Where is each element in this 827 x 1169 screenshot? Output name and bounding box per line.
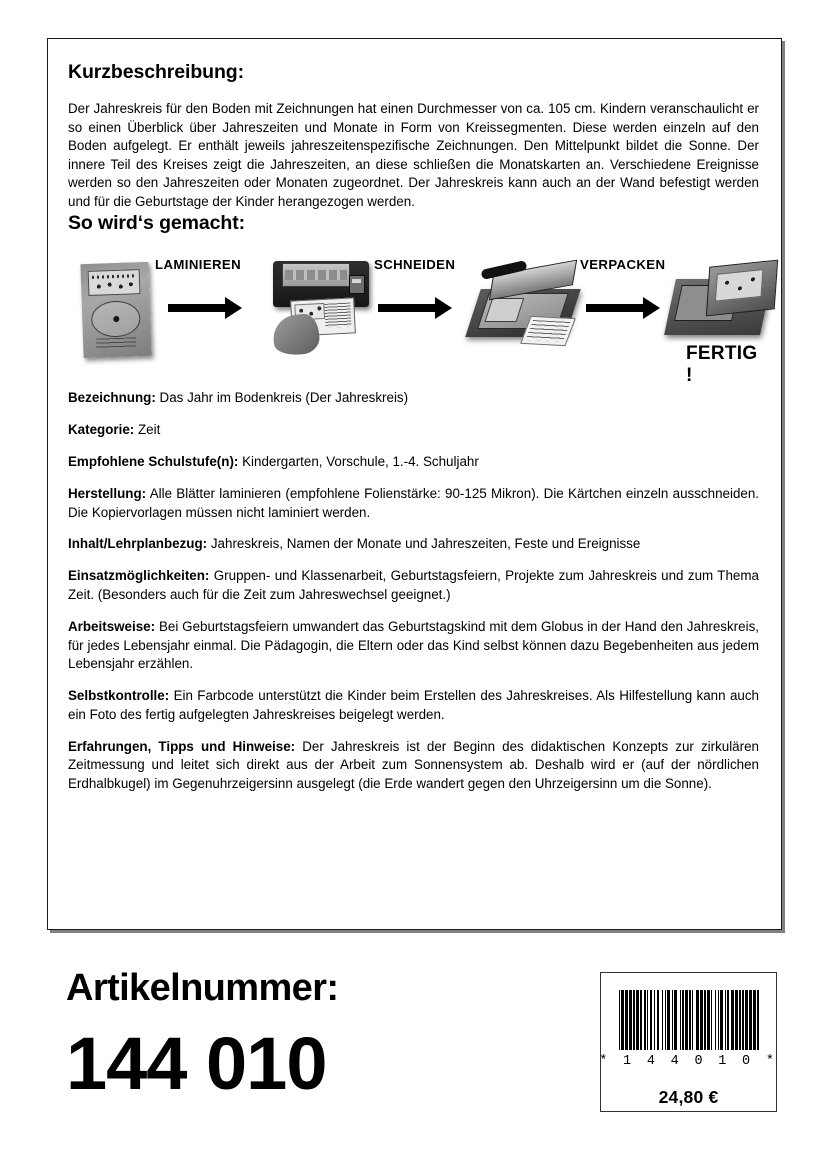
how-its-made-heading: So wird‘s gemacht: xyxy=(68,211,245,234)
article-number-block xyxy=(66,966,338,1104)
spec-label: Selbstkontrolle: xyxy=(68,688,170,704)
spec-label: Arbeitsweise: xyxy=(68,619,156,635)
spec-row-arbeitsweise xyxy=(68,618,761,674)
process-step-label-3: VERPACKEN xyxy=(580,256,666,272)
spec-label: Empfohlene Schulstufe(n): xyxy=(68,453,239,469)
spec-label: Einsatzmöglichkeiten: xyxy=(68,568,210,584)
arrow-right-icon-2 xyxy=(378,297,452,319)
spec-row-erfahrungen xyxy=(68,738,761,794)
specification-list xyxy=(68,389,761,794)
arrow-right-icon-3 xyxy=(586,297,660,319)
spec-value: Das Jahr im Bodenkreis (Der Jahreskreis) xyxy=(159,389,409,405)
spec-row-inhalt xyxy=(68,535,761,554)
paper-cutter-photo xyxy=(473,263,583,355)
description-paragraph: Der Jahreskreis für den Boden mit Zeichnungen hat einen Durchmesser von ca. 105 cm. Kindern veranschaulicht er so einen Überblick über Jahreszeiten und Monate in Form von Kreissegmenten. Diese werden einzeln auf den Boden aufgelegt. Er enthält jeweils jahreszeitenspezifische Zeichnungen. Den Mittelpunkt bildet die Sonne. Der innere Teil des Kreises zeigt die Jahreszeiten, an diese schließen die Monatskarten an. Verschiedene Ereignisse werden so den Jahreszeiten oder Monaten zugeordnet. Der Jahreskreis kann auch an der Wand befestigt werden und für die Geburtstage der Kinder herangezogen werden. xyxy=(68,101,759,209)
printed-sheet-photo xyxy=(80,261,151,357)
article-number-label: Artikelnummer: xyxy=(66,967,339,1009)
barcode-card xyxy=(600,972,777,1112)
laminator-photo xyxy=(273,257,369,357)
spec-row-kategorie xyxy=(68,421,761,440)
spec-value: Alle Blätter laminieren (empfohlene Folienstärke: 90-125 Mikron). Die Kärtchen einzeln ausschneiden. Die Kopiervorlagen müssen nicht laminiert werden. xyxy=(68,485,760,520)
spec-value: Jahreskreis, Namen der Monate und Jahreszeiten, Feste und Ereignisse xyxy=(210,536,641,552)
spec-row-bezeichnung xyxy=(68,389,761,408)
spec-row-schulstufen xyxy=(68,453,761,472)
spec-row-herstellung xyxy=(68,485,761,522)
barcode-digits: * 1 4 4 0 1 0 * xyxy=(599,1054,778,1069)
barcode-image xyxy=(619,990,759,1050)
spec-row-selbstkontrolle xyxy=(68,687,761,724)
price-label: 24,80 € xyxy=(658,1087,719,1107)
packed-boxes-photo xyxy=(668,257,780,343)
spec-label: Kategorie: xyxy=(68,421,135,437)
spec-value: Zeit xyxy=(137,421,161,437)
spec-label: Bezeichnung: xyxy=(68,389,156,405)
spec-value: Bei Geburtstagsfeiern umwandert das Geburtstagskind mit dem Globus in der Hand den Jahreskreis, für jedes Lebensjahr einmal. Die Pädagogin, die Eltern oder das Kind selbst können dazu Begebenheiten aus jedem Lebensjahr erzählen. xyxy=(68,619,759,672)
process-step-label-2: SCHNEIDEN xyxy=(374,256,456,272)
article-number-value: 144 010 xyxy=(66,1022,327,1105)
process-diagram xyxy=(68,251,761,386)
product-info-panel xyxy=(47,38,782,930)
spec-value: Der Jahreskreis ist der Beginn des didaktischen Konzepts zur zirkulären Zeitmessung und leitet sich direkt aus der Arbeit zum Sonnensystem ab. Deshalb wird er (auf der nördlichen Erdhalbkugel) im Gegenuhrzeigersinn ausgelegt (die Erde wandert gegen den Uhrzeigersinn um die Sonne). xyxy=(68,738,759,791)
spec-value: Ein Farbcode unterstützt die Kinder beim Erstellen des Jahreskreises. Als Hilfestellung kann auch ein Foto des fertig aufgelegten Jahreskreises beigelegt werden. xyxy=(68,688,759,722)
spec-label: Herstellung: xyxy=(68,485,147,501)
arrow-right-icon-1 xyxy=(168,297,242,319)
spec-row-einsatzmoeglichkeiten xyxy=(68,567,761,604)
process-step-label-1: LAMINIEREN xyxy=(155,256,242,272)
finished-label: FERTIG ! xyxy=(686,342,758,386)
page-title: Kurzbeschreibung: xyxy=(68,61,244,83)
spec-label: Inhalt/Lehrplanbezug: xyxy=(68,536,208,552)
spec-value: Gruppen- und Klassenarbeit, Geburtstagsfeiern, Projekte zum Jahreskreis und zum Thema Zeit. (Besonders auch für die Zeit zum Jahreswechsel geeignet.) xyxy=(68,568,759,603)
spec-label: Erfahrungen, Tipps und Hinweise: xyxy=(68,738,296,754)
spec-value: Kindergarten, Vorschule, 1.-4. Schuljahr xyxy=(242,453,479,469)
